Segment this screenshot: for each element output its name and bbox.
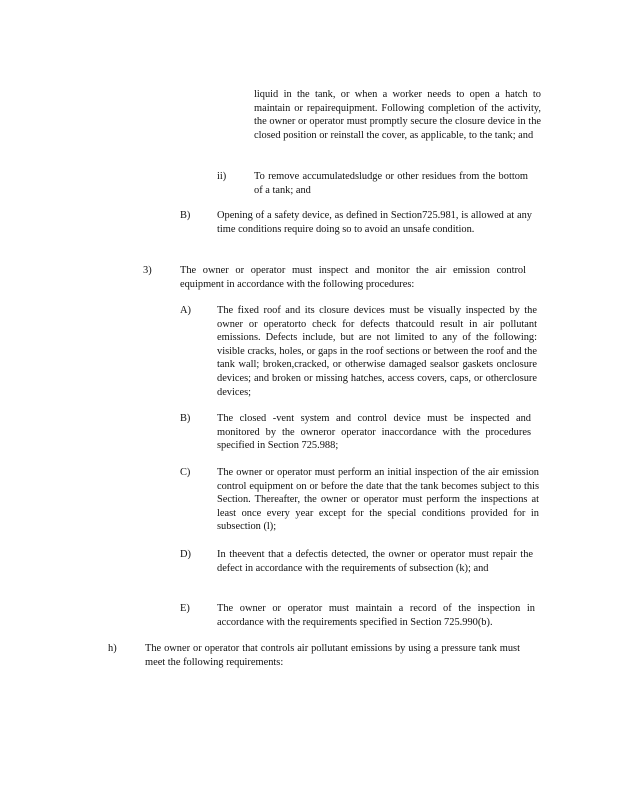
list-item-text: In theevent that a defectis detected, the owner or operator must repair the defect in accordance with the requirements of subsection (k); and	[217, 549, 533, 574]
list-item-text: Opening of a safety device, as defined in Section725.981, is allowed at any time conditions require doing so to avoid an unsafe condition.	[217, 210, 532, 235]
continuation-paragraph: liquid in the tank, or when a worker needs to open a hatch to maintain or repairequipment. Following completion of the activity, the owner or operator must promptly secure the closure device in the closed position or reinstall the cover, as applicable, to the tank; and	[254, 89, 541, 141]
list-marker: B)	[180, 413, 191, 424]
list-marker: D)	[180, 549, 191, 560]
list-marker: A)	[180, 305, 191, 316]
list-marker: h)	[108, 643, 117, 654]
list-item-text: The closed -vent system and control device must be inspected and monitored by the owneror operator inaccordance with the procedures specified in Section 725.988;	[217, 413, 531, 452]
list-item-text: To remove accumulatedsludge or other residues from the bottom of a tank; and	[254, 171, 528, 196]
list-item-text: The fixed roof and its closure devices must be visually inspected by the owner or operatorto check for defects thatcould result in air pollutant emissions. Defects include, but are not limited to any of the following: visible cracks, holes, or gaps in the roof sections or between the roof and the tank wall; broken,cracked, or otherwise damaged sealsor gaskets onclosure devices; and broken or missing hatches, access covers, caps, or otherclosure devices;	[217, 305, 537, 398]
list-marker: B)	[180, 210, 191, 221]
list-item-text: The owner or operator must inspect and monitor the air emission control equipment in accordance with the following procedures:	[180, 265, 526, 290]
list-marker: E)	[180, 603, 190, 614]
list-marker: 3)	[143, 265, 152, 276]
list-item-text: The owner or operator must perform an initial inspection of the air emission control equipment on or before the date that the tank becomes subject to this Section. Thereafter, the owner or operator must perform the inspections at least once every year except for the special conditions provided for in subsection (l);	[217, 467, 539, 533]
list-item-text: The owner or operator must maintain a record of the inspection in accordance with the requirements specified in Section 725.990(b).	[217, 603, 535, 628]
list-marker: C)	[180, 467, 191, 478]
list-marker: ii)	[217, 171, 227, 182]
list-item-text: The owner or operator that controls air pollutant emissions by using a pressure tank must meet the following requirements:	[145, 643, 520, 668]
